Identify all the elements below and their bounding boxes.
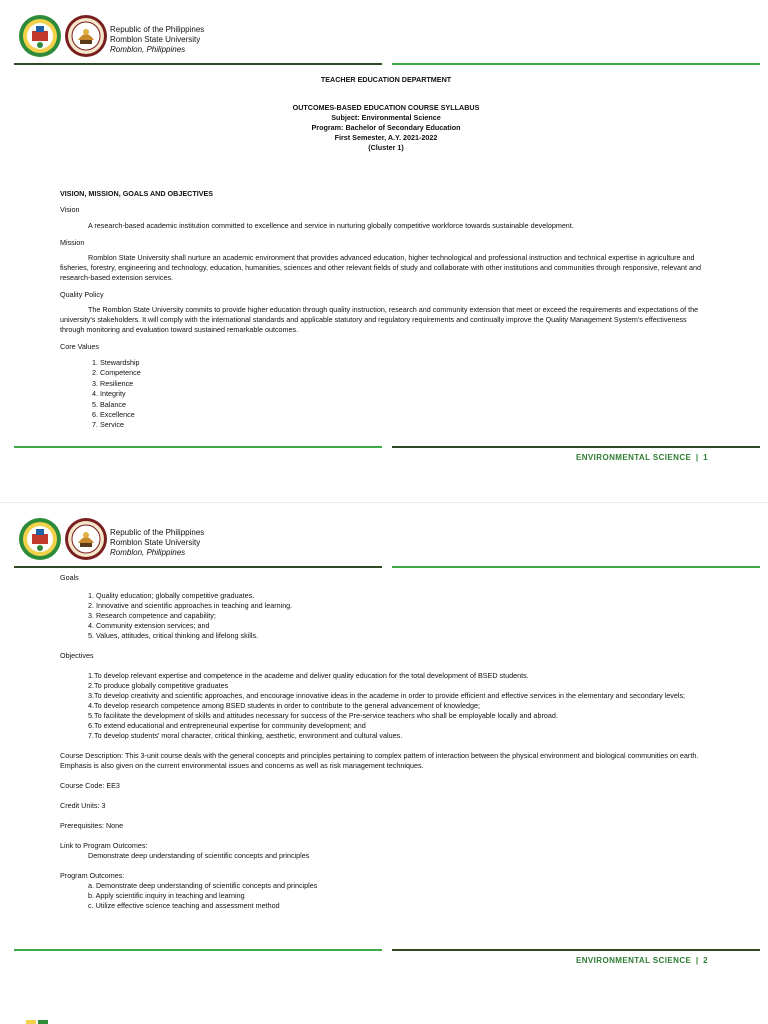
footer-rule-green bbox=[14, 446, 382, 448]
list-item: 7. Service bbox=[100, 420, 712, 430]
vmgo-heading: VISION, MISSION, GOALS AND OBJECTIVES bbox=[60, 189, 214, 198]
list-item: 1. Quality education; globally competitive graduates. bbox=[88, 591, 255, 600]
cluster-line: (Cluster 1) bbox=[368, 143, 404, 152]
list-item: 2.To produce globally competitive graduates bbox=[88, 681, 229, 690]
syllabus-title-line: OUTCOMES-BASED EDUCATION COURSE SYLLABUS bbox=[292, 103, 480, 112]
list-item: 3. Resilience bbox=[100, 379, 712, 389]
header-university: Romblon State University bbox=[110, 538, 201, 547]
core-values-heading: Core Values bbox=[60, 342, 100, 351]
footer-rule-green bbox=[14, 949, 382, 951]
list-item: 2. Competence bbox=[100, 368, 712, 378]
page-number: 2 bbox=[703, 956, 708, 965]
subject-line: Subject: Environmental Science bbox=[331, 113, 441, 122]
header-country: Republic of the Philippines bbox=[110, 25, 205, 34]
list-item: 6. Excellence bbox=[100, 410, 712, 420]
prerequisites: Prerequisites: None bbox=[60, 821, 124, 830]
list-item: 4. Community extension services; and bbox=[88, 621, 210, 630]
list-item: 4.To develop research competence among BSED students in order to contribute to the general advancement of knowledge; bbox=[88, 701, 480, 710]
list-item: 7.To develop students' moral character, critical thinking, aesthetic, environment and cultural values. bbox=[88, 731, 403, 740]
list-item: 2. Innovative and scientific approaches in teaching and learning. bbox=[88, 601, 293, 610]
link-to-outcomes-text: Demonstrate deep understanding of scientific concepts and principles bbox=[88, 851, 310, 860]
objectives-heading: Objectives bbox=[60, 651, 94, 660]
page-number: 1 bbox=[703, 453, 708, 462]
program-outcomes-list bbox=[60, 881, 712, 911]
department-title: TEACHER EDUCATION DEPARTMENT bbox=[320, 75, 452, 84]
vision-text: A research-based academic institution committed to excellence and service in nurturing globally competitive workforce towards sustainable development. bbox=[88, 221, 574, 230]
list-item: 6.To extend educational and entrepreneurial expertise for community development; and bbox=[88, 721, 366, 730]
footer-rule-dark bbox=[392, 949, 760, 951]
header-location: Romblon, Philippines bbox=[110, 45, 186, 54]
objectives-list bbox=[60, 671, 712, 741]
link-to-outcomes-heading: Link to Program Outcomes: bbox=[60, 841, 148, 850]
header-rule-dark bbox=[14, 566, 382, 568]
goals-heading: Goals bbox=[60, 573, 79, 582]
header-rule-green bbox=[392, 63, 760, 65]
list-item: 5.To facilitate the development of skills and attitudes necessary for success of the Pre-service teachers who shall be employable locally and abroad. bbox=[88, 711, 558, 720]
footer-rule-dark bbox=[392, 446, 760, 448]
list-item: c. Utilize effective science teaching and assessment method bbox=[88, 901, 280, 910]
quality-policy-text: The Romblon State University commits to provide higher education through quality instruction, research and community extension that meet or exceed the requirements and expectations of the university's stakeholders. It will comply with the international standards and applicable statutory and regulatory requirements and continually improve the Quality Management System's effectiveness through monitoring and evaluation toward sustained remarkable outcomes. bbox=[60, 305, 699, 334]
university-seal-icon bbox=[18, 14, 62, 58]
course-description: Course Description: This 3-unit course deals with the general concepts and principles pertaining to complex pattern of interaction between the physical environment and biological communities on earth. Emphasis is also given on the current environmental issues and concerns as well as risk management techniques. bbox=[60, 751, 699, 770]
list-item: a. Demonstrate deep understanding of scientific concepts and principles bbox=[88, 881, 318, 890]
program-line: Program: Bachelor of Secondary Education bbox=[311, 123, 461, 132]
department-seal-icon bbox=[64, 14, 108, 58]
page-footer bbox=[576, 453, 708, 462]
next-page-seal-icon bbox=[20, 1018, 60, 1024]
mission-heading: Mission bbox=[60, 238, 85, 247]
university-seal-icon bbox=[18, 517, 62, 561]
mission-text: Romblon State University shall nurture an academic environment that provides advanced education, higher technological and professional instruction and technical expertise in agriculture and fisheries, forestry, engineering and technology, education, humanities, sciences and other relevant fields of study and collaborate with other institutions and communities through responsive, relevant and research-based extension services. bbox=[60, 253, 701, 282]
list-item: 4. Integrity bbox=[100, 389, 712, 399]
list-item: 3.To develop creativity and scientific approaches, and encourage innovative ideas in the academe in order to provide efficient and effective services in the elementary and secondary levels; bbox=[88, 691, 686, 700]
footer-separator: | bbox=[695, 453, 699, 462]
header-rule-dark bbox=[14, 63, 382, 65]
page-footer bbox=[576, 956, 708, 965]
list-item: 1. Stewardship bbox=[100, 358, 712, 368]
department-seal-icon bbox=[64, 517, 108, 561]
vision-heading: Vision bbox=[60, 205, 80, 214]
header-rule-green bbox=[392, 566, 760, 568]
semester-line: First Semester, A.Y. 2021-2022 bbox=[334, 133, 438, 142]
header-location: Romblon, Philippines bbox=[110, 548, 186, 557]
list-item: 5. Balance bbox=[100, 400, 712, 410]
list-item: b. Apply scientific inquiry in teaching and learning bbox=[88, 891, 245, 900]
page-1-body bbox=[60, 75, 712, 431]
syllabus-page-1 bbox=[0, 0, 768, 502]
list-item: 1.To develop relevant expertise and competence in the academe and deliver quality education for the total development of BSED students. bbox=[88, 671, 529, 680]
footer-label: ENVIRONMENTAL SCIENCE bbox=[576, 956, 692, 965]
header-text bbox=[110, 528, 310, 558]
header-text bbox=[110, 25, 310, 55]
footer-separator: | bbox=[695, 956, 699, 965]
quality-policy-heading: Quality Policy bbox=[60, 290, 104, 299]
list-item: 5. Values, attitudes, critical thinking and lifelong skills. bbox=[88, 631, 259, 640]
header-university: Romblon State University bbox=[110, 35, 201, 44]
list-item: 3. Research competence and capability; bbox=[88, 611, 216, 620]
program-outcomes-heading: Program Outcomes: bbox=[60, 871, 125, 880]
credit-units: Credit Units: 3 bbox=[60, 801, 106, 810]
goals-list bbox=[60, 591, 712, 641]
page-2-body bbox=[60, 573, 712, 911]
footer-label: ENVIRONMENTAL SCIENCE bbox=[576, 453, 692, 462]
core-values-list bbox=[60, 358, 712, 431]
header-country: Republic of the Philippines bbox=[110, 528, 205, 537]
course-code: Course Code: EE3 bbox=[60, 781, 120, 790]
syllabus-page-2 bbox=[0, 503, 768, 1005]
